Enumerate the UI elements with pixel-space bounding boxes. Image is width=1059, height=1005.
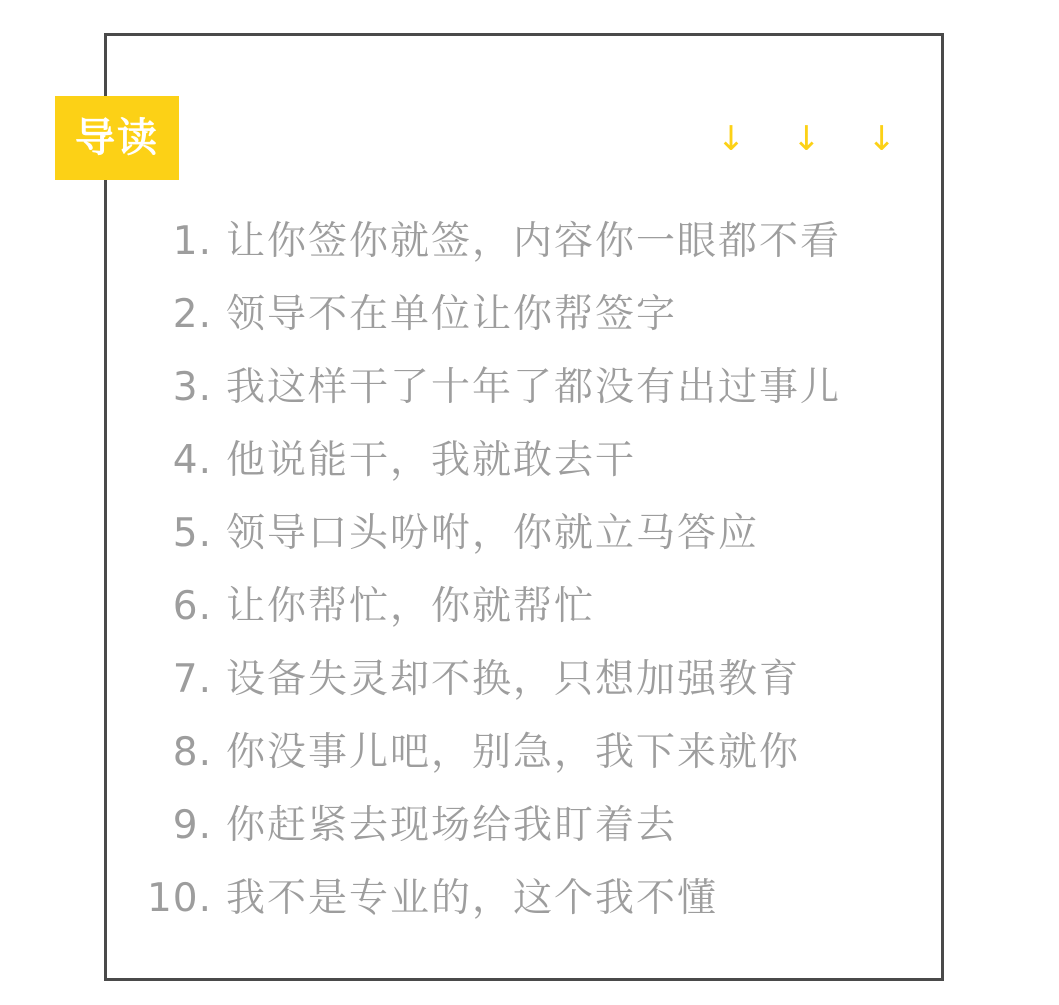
list-item-text: 我不是专业的，这个我不懂: [226, 876, 719, 921]
list-item-number: 10.: [146, 876, 212, 921]
list-item-text: 领导不在单位让你帮签字: [226, 292, 678, 337]
down-arrows-icon: ↓ ↓ ↓: [716, 119, 914, 159]
list-item-number: 1.: [172, 219, 212, 264]
list-item: [104, 497, 944, 570]
list-item: [104, 424, 944, 497]
list-item: [104, 643, 944, 716]
list-item-text: 设备失灵却不换，只想加强教育: [226, 657, 801, 702]
list-item: [104, 278, 944, 351]
list-item-text: 让你签你就签，内容你一眼都不看: [226, 219, 842, 264]
list-item: [104, 862, 944, 935]
list-item: [104, 789, 944, 862]
list-item: [104, 205, 944, 278]
list-item-number: 9.: [172, 803, 212, 848]
list-item-number: 2.: [172, 292, 212, 337]
section-badge: [55, 96, 179, 180]
numbered-list: [104, 205, 944, 935]
list-item-text: 我这样干了十年了都没有出过事儿: [226, 365, 842, 410]
list-item: [104, 716, 944, 789]
list-item: [104, 570, 944, 643]
list-item-number: 8.: [172, 730, 212, 775]
list-item-number: 6.: [172, 584, 212, 629]
list-item-text: 让你帮忙，你就帮忙: [226, 584, 596, 629]
list-item-text: 领导口头吩咐，你就立马答应: [226, 511, 760, 556]
list-item-number: 4.: [172, 438, 212, 483]
list-item-number: 3.: [172, 365, 212, 410]
list-item-text: 你没事儿吧，别急，我下来就你: [226, 730, 801, 775]
list-item: [104, 351, 944, 424]
list-item-text: 你赶紧去现场给我盯着去: [226, 803, 678, 848]
list-item-number: 5.: [172, 511, 212, 556]
list-item-number: 7.: [172, 657, 212, 702]
list-item-text: 他说能干，我就敢去干: [226, 438, 637, 483]
section-badge-label: 导读: [75, 115, 159, 161]
